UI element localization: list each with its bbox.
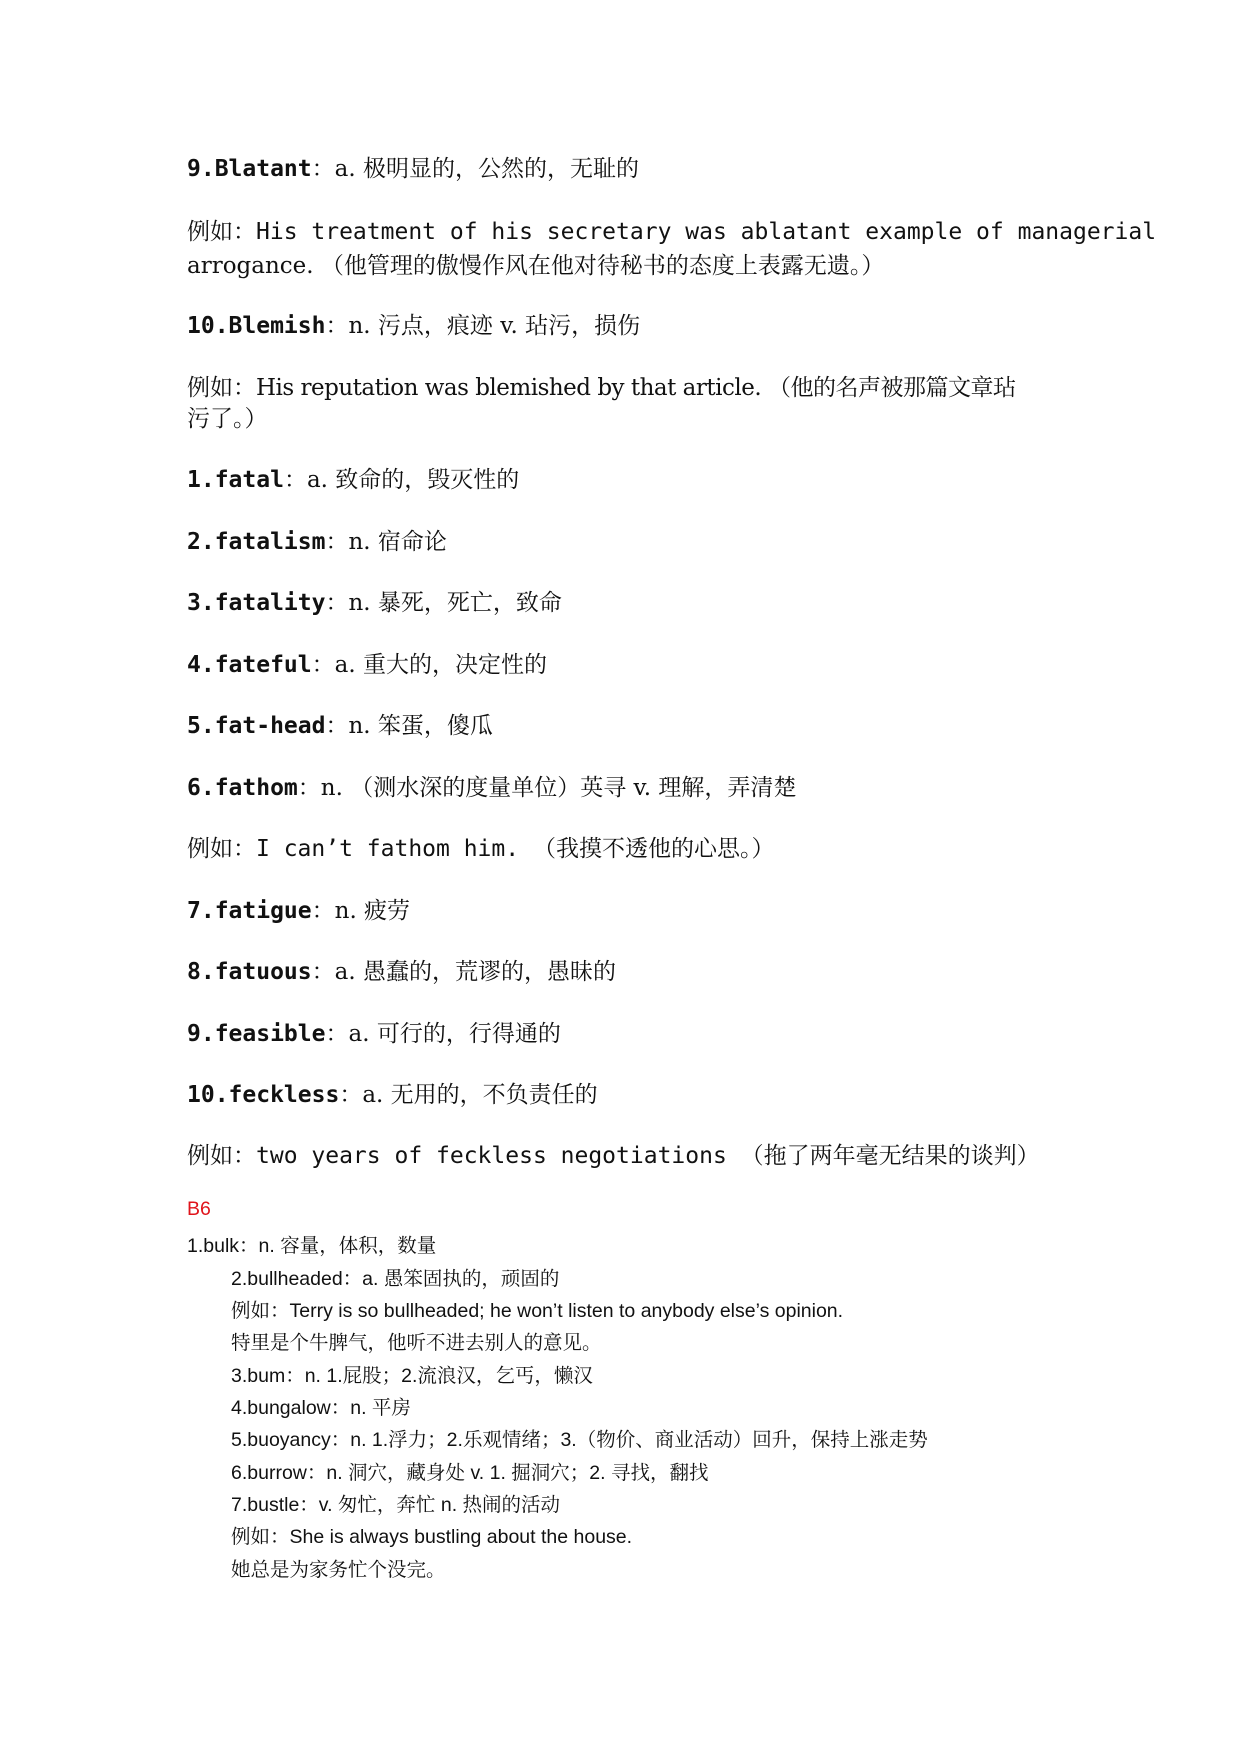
section-heading: B6 xyxy=(187,1198,211,1220)
entry-fateful xyxy=(187,646,547,679)
term: 6.fathom xyxy=(187,775,298,801)
list-item: 4.bungalow：n. 平房 xyxy=(231,1397,411,1419)
definition: ：n. 宿命论 xyxy=(325,529,447,555)
term: 3.fatality xyxy=(187,590,326,616)
definition: ：n. 污点，痕迹 v. 玷污，损伤 xyxy=(325,313,641,339)
list-item: 5.buoyancy：n. 1.浮力；2.乐观情绪；3.（物价、商业活动）回升，保持上涨走势 xyxy=(231,1429,928,1451)
example-text-cont: arrogance. （他管理的傲慢作风在他对待秘书的态度上表露无遗。） xyxy=(187,253,885,279)
example-blemish-cont xyxy=(187,400,268,433)
example-text: two years of feckless negotiations （拖了两年毫无结果的谈判） xyxy=(256,1143,1040,1169)
list-item: 2.bullheaded：a. 愚笨固执的，顽固的 xyxy=(231,1268,560,1290)
term: 9.Blatant xyxy=(187,156,312,182)
entry-feckless xyxy=(187,1076,598,1109)
list-item: 特里是个牛脾气，他听不进去别人的意见。 xyxy=(231,1332,602,1354)
entry-fatality xyxy=(187,584,562,617)
example-label: 例如： xyxy=(187,219,256,245)
list-item: 例如：She is always bustling about the house. xyxy=(231,1526,633,1548)
entry-feasible xyxy=(187,1015,561,1048)
term: 7.fatigue xyxy=(187,898,312,924)
list-item: 1.bulk：n. 容量，体积，数量 xyxy=(187,1235,437,1257)
term: 10.feckless xyxy=(187,1082,340,1108)
example-text: I can’t fathom him. （我摸不透他的心思。） xyxy=(256,836,775,862)
example-label: 例如： xyxy=(187,836,256,862)
entry-fatalism xyxy=(187,523,447,556)
term: 8.fatuous xyxy=(187,959,312,985)
entry-fathom xyxy=(187,769,796,802)
definition: ：n. 笨蛋，傻瓜 xyxy=(325,713,493,739)
example-blatant xyxy=(187,213,1156,246)
example-text: His reputation was blemished by that article. （他的名声被那篇文章玷 xyxy=(256,375,1016,401)
example-fathom xyxy=(187,830,774,863)
list-item: 她总是为家务忙个没完。 xyxy=(231,1559,446,1581)
example-blemish xyxy=(187,369,1015,402)
definition: ：a. 致命的，毁灭性的 xyxy=(283,467,520,493)
entry-fatal xyxy=(187,461,519,494)
definition: ：n. 疲劳 xyxy=(311,898,411,924)
definition: ：n. 暴死，死亡，致命 xyxy=(325,590,562,616)
term: 4.fateful xyxy=(187,652,312,678)
term: 5.fat-head xyxy=(187,713,326,739)
definition: ：a. 愚蠢的，荒谬的，愚昧的 xyxy=(311,959,616,985)
list-item: 3.bum：n. 1.屁股；2.流浪汉，乞丐，懒汉 xyxy=(231,1365,593,1387)
term: 9.feasible xyxy=(187,1021,326,1047)
list-item: 6.burrow：n. 洞穴，藏身处 v. 1. 掘洞穴；2. 寻找，翻找 xyxy=(231,1462,709,1484)
list-item: 例如：Terry is so bullheaded; he won’t listen to anybody else’s opinion. xyxy=(231,1300,844,1322)
term: 10.Blemish xyxy=(187,313,326,339)
example-feckless xyxy=(187,1137,1040,1170)
entry-blemish xyxy=(187,307,640,340)
entry-fat-head xyxy=(187,707,493,740)
entry-fatigue xyxy=(187,892,410,925)
example-label: 例如： xyxy=(187,375,256,401)
example-blatant-cont xyxy=(187,247,884,280)
definition: ：a. 可行的，行得通的 xyxy=(325,1021,561,1047)
example-text: His treatment of his secretary was ablatant example of managerial xyxy=(256,219,1157,245)
definition: ：a. 无用的，不负责任的 xyxy=(339,1082,598,1108)
example-text-cont: 污了。） xyxy=(187,406,268,432)
definition: ：n. （测水深的度量单位）英寻 v. 理解，弄清楚 xyxy=(297,775,797,801)
list-item: 7.bustle：v. 匆忙，奔忙 n. 热闹的活动 xyxy=(231,1494,561,1516)
term: 2.fatalism xyxy=(187,529,326,555)
definition: ：a. 重大的，决定性的 xyxy=(311,652,547,678)
example-label: 例如： xyxy=(187,1143,256,1169)
term: 1.fatal xyxy=(187,467,284,493)
entry-blatant xyxy=(187,150,639,183)
entry-fatuous xyxy=(187,953,616,986)
definition: ：a. 极明显的，公然的，无耻的 xyxy=(311,156,639,182)
